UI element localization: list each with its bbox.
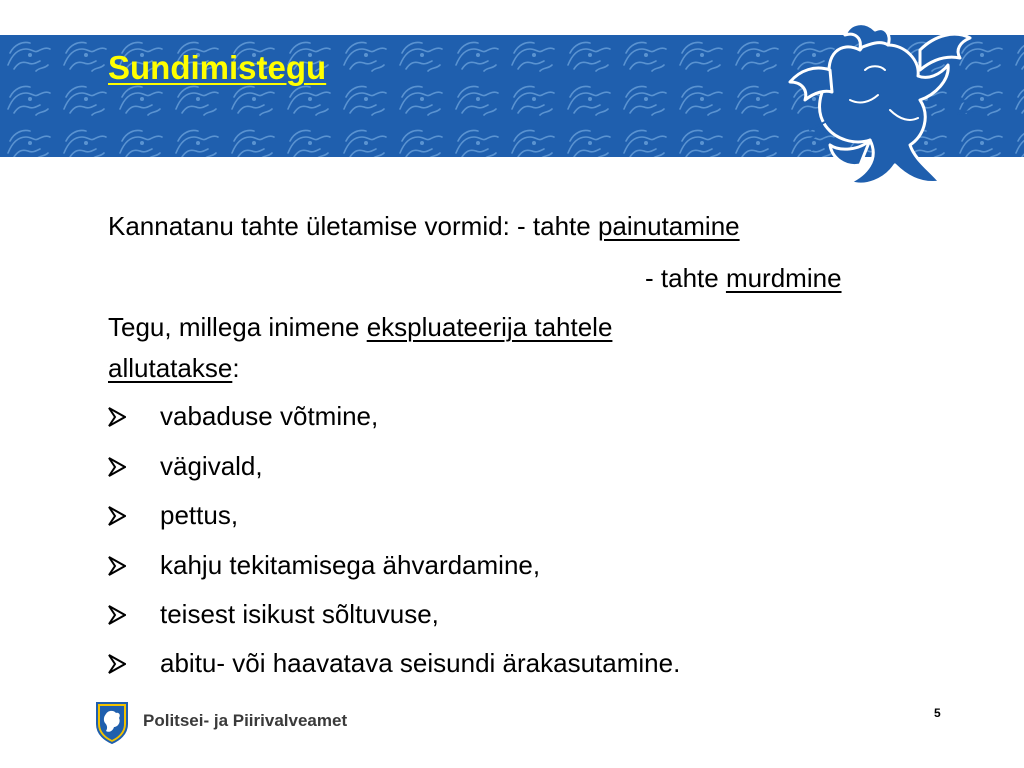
arrow-bullet-icon xyxy=(108,654,126,674)
page-number: 5 xyxy=(934,706,941,720)
line2-prefix: - tahte xyxy=(645,263,726,293)
line3-prefix: Tegu, millega inimene xyxy=(108,312,367,342)
text-line-2 xyxy=(645,263,842,295)
text-line-1 xyxy=(108,211,740,243)
line3-underlined: ekspluateerija tahtele xyxy=(366,312,613,342)
bullet-text: teisest isikust sõltuvuse, xyxy=(160,599,439,629)
police-shield-logo-icon xyxy=(95,700,129,744)
text-line-3 xyxy=(108,312,612,344)
bullet-text: kahju tekitamisega ähvardamine, xyxy=(160,550,541,580)
bullet-text: vägivald, xyxy=(160,451,263,481)
lion-crest-icon xyxy=(770,10,985,200)
slide-title: Sundimistegu xyxy=(108,49,327,86)
line2-underlined: murdmine xyxy=(725,263,842,293)
arrow-bullet-icon xyxy=(108,506,126,526)
arrow-bullet-icon xyxy=(108,605,126,625)
line4-underlined: allutatakse xyxy=(108,353,233,383)
bullet-text: abitu- või haavatava seisundi ärakasutamine. xyxy=(160,648,681,678)
line4-suffix: : xyxy=(232,353,240,383)
text-line-4 xyxy=(108,353,240,385)
line1-underlined: painutamine xyxy=(597,211,740,241)
arrow-bullet-icon xyxy=(108,556,126,576)
bullet-text: pettus, xyxy=(160,500,239,530)
arrow-bullet-icon xyxy=(108,407,126,427)
bullet-text: vabaduse võtmine, xyxy=(160,401,379,431)
footer-organization: Politsei- ja Piirivalveamet xyxy=(143,711,348,730)
line1-prefix: Kannatanu tahte ületamise vormid: - tahte xyxy=(108,211,598,241)
arrow-bullet-icon xyxy=(108,457,126,477)
